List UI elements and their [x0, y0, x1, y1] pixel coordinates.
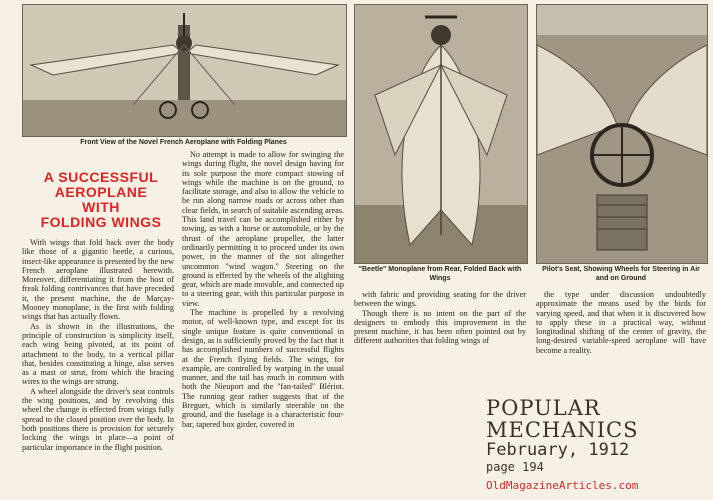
brand-website: OldMagazineArticles.com	[486, 479, 639, 492]
aeroplane-front-illustration	[23, 5, 346, 136]
brand-date: February, 1912	[486, 440, 630, 460]
pilot-seat-photo	[536, 4, 708, 264]
brand-popular: POPULAR	[486, 396, 601, 420]
front-view-photo	[22, 4, 347, 137]
front-view-caption: Front View of the Novel French Aeroplane with Folding Planes	[80, 139, 287, 146]
rear-view-caption: "Beetle" Monoplane from Rear, Folded Back with Wings	[358, 266, 522, 282]
pilot-seat-illustration	[537, 5, 707, 263]
article-column-2	[182, 150, 344, 429]
article-column-3	[354, 290, 526, 346]
article-headline	[26, 170, 176, 230]
column-2-paragraph-1: No attempt is made to allow for swinging the wings during flight, the novel design having for its sole purpose the more compact stowing of wings while the machine is on the ground, to facilitate storage, and also to allow the vehicle to be run along narrow roads or across other than clear fields, in search of suitable ascending areas. This land travel can be accomplished either by towing, as with a horse or automobile, or by the thrust of the aeroplane propeller, the latter ordinarily permitting it to proceed under its own power, in the manner of the not altogether uncommon "wind wagon." Steering on the ground is effected by the wheels of the alighting gear, which are made movable, and connected up to a steering gear, with this particular purpose in view.	[182, 150, 344, 308]
column-1-paragraph-2: As is shown in the illustrations, the principle of construction is simplicity itself, each wing being pivoted, at its point of attachment to the body, to a vertical pillar that, besides constituting a hinge, also serves as a mast or strut, from which the bracing wires to the wings are strung.	[22, 321, 174, 387]
brand-page: page 194	[486, 460, 544, 474]
beetle-monoplane-illustration	[355, 5, 527, 263]
column-3-paragraph-2: Though there is no intent on the part of the designers to embody this improvement in the present machine, it has been often pointed out by different authorities that folding wings of	[354, 308, 526, 346]
headline-line-2: AEROPLANE	[54, 184, 148, 200]
column-3-paragraph-1: with fabric and providing seating for the driver between the wings.	[354, 290, 526, 309]
column-1-paragraph-3: A wheel alongside the driver's seat controls the wing positions, and by revolving this wheel the change is effected from wings fully spread to the closed position over the body. In both positions there is provision for securely locking the wings in place—a point of particular importance in the flight position.	[22, 386, 174, 452]
pilot-seat-caption: Pilot's Seat, Showing Wheels for Steering in Air and on Ground	[542, 266, 700, 282]
article-column-4	[536, 290, 706, 355]
column-2-paragraph-2: The machine is propelled by a revolving motor, of well-known type, and except for its single unique feature is quite conventional in design, as is sufficiently proved by the fact that it has accomplished numbers of successful flights at the French flying fields. The wings, for example, are controlled by warping in the usual manner, and the tail has much in common with both the Nieuport and the "fan-tailed" Blériot. The running gear rather suggests that of the Breguet, which is similarly steerable on the ground, and the fuselage is a characteristic four-bar, tapered box girder, covered in	[182, 308, 344, 429]
source-brand	[486, 397, 706, 494]
headline-line-1: A SUCCESSFUL	[43, 169, 159, 185]
article-column-1	[22, 238, 174, 452]
headline-line-4: FOLDING WINGS	[40, 214, 162, 230]
brand-mechanics: MECHANICS	[486, 418, 639, 442]
column-4-paragraph-1: the type under discussion undoubtedly approximate the means used by the birds for varying speed, and that when it is discovered how to apply these in a practical way, without longitudinal shifting of the center of gravity, the long-desired variable-speed aeroplane will have become a reality.	[536, 290, 706, 355]
headline-line-3: WITH	[82, 199, 120, 215]
rear-view-photo	[354, 4, 528, 264]
column-1-paragraph-1: With wings that fold back over the body like those of a gigantic beetle, a curious, insect-like appearance is presented by the new French aeroplane illustrated herewith. Moreover, differentiating it from the host of freak folding contrivances that have preceded it, the present machine, the de Marçay-Mooney monoplane, is the first with folding wings that has actually flown.	[22, 238, 174, 322]
